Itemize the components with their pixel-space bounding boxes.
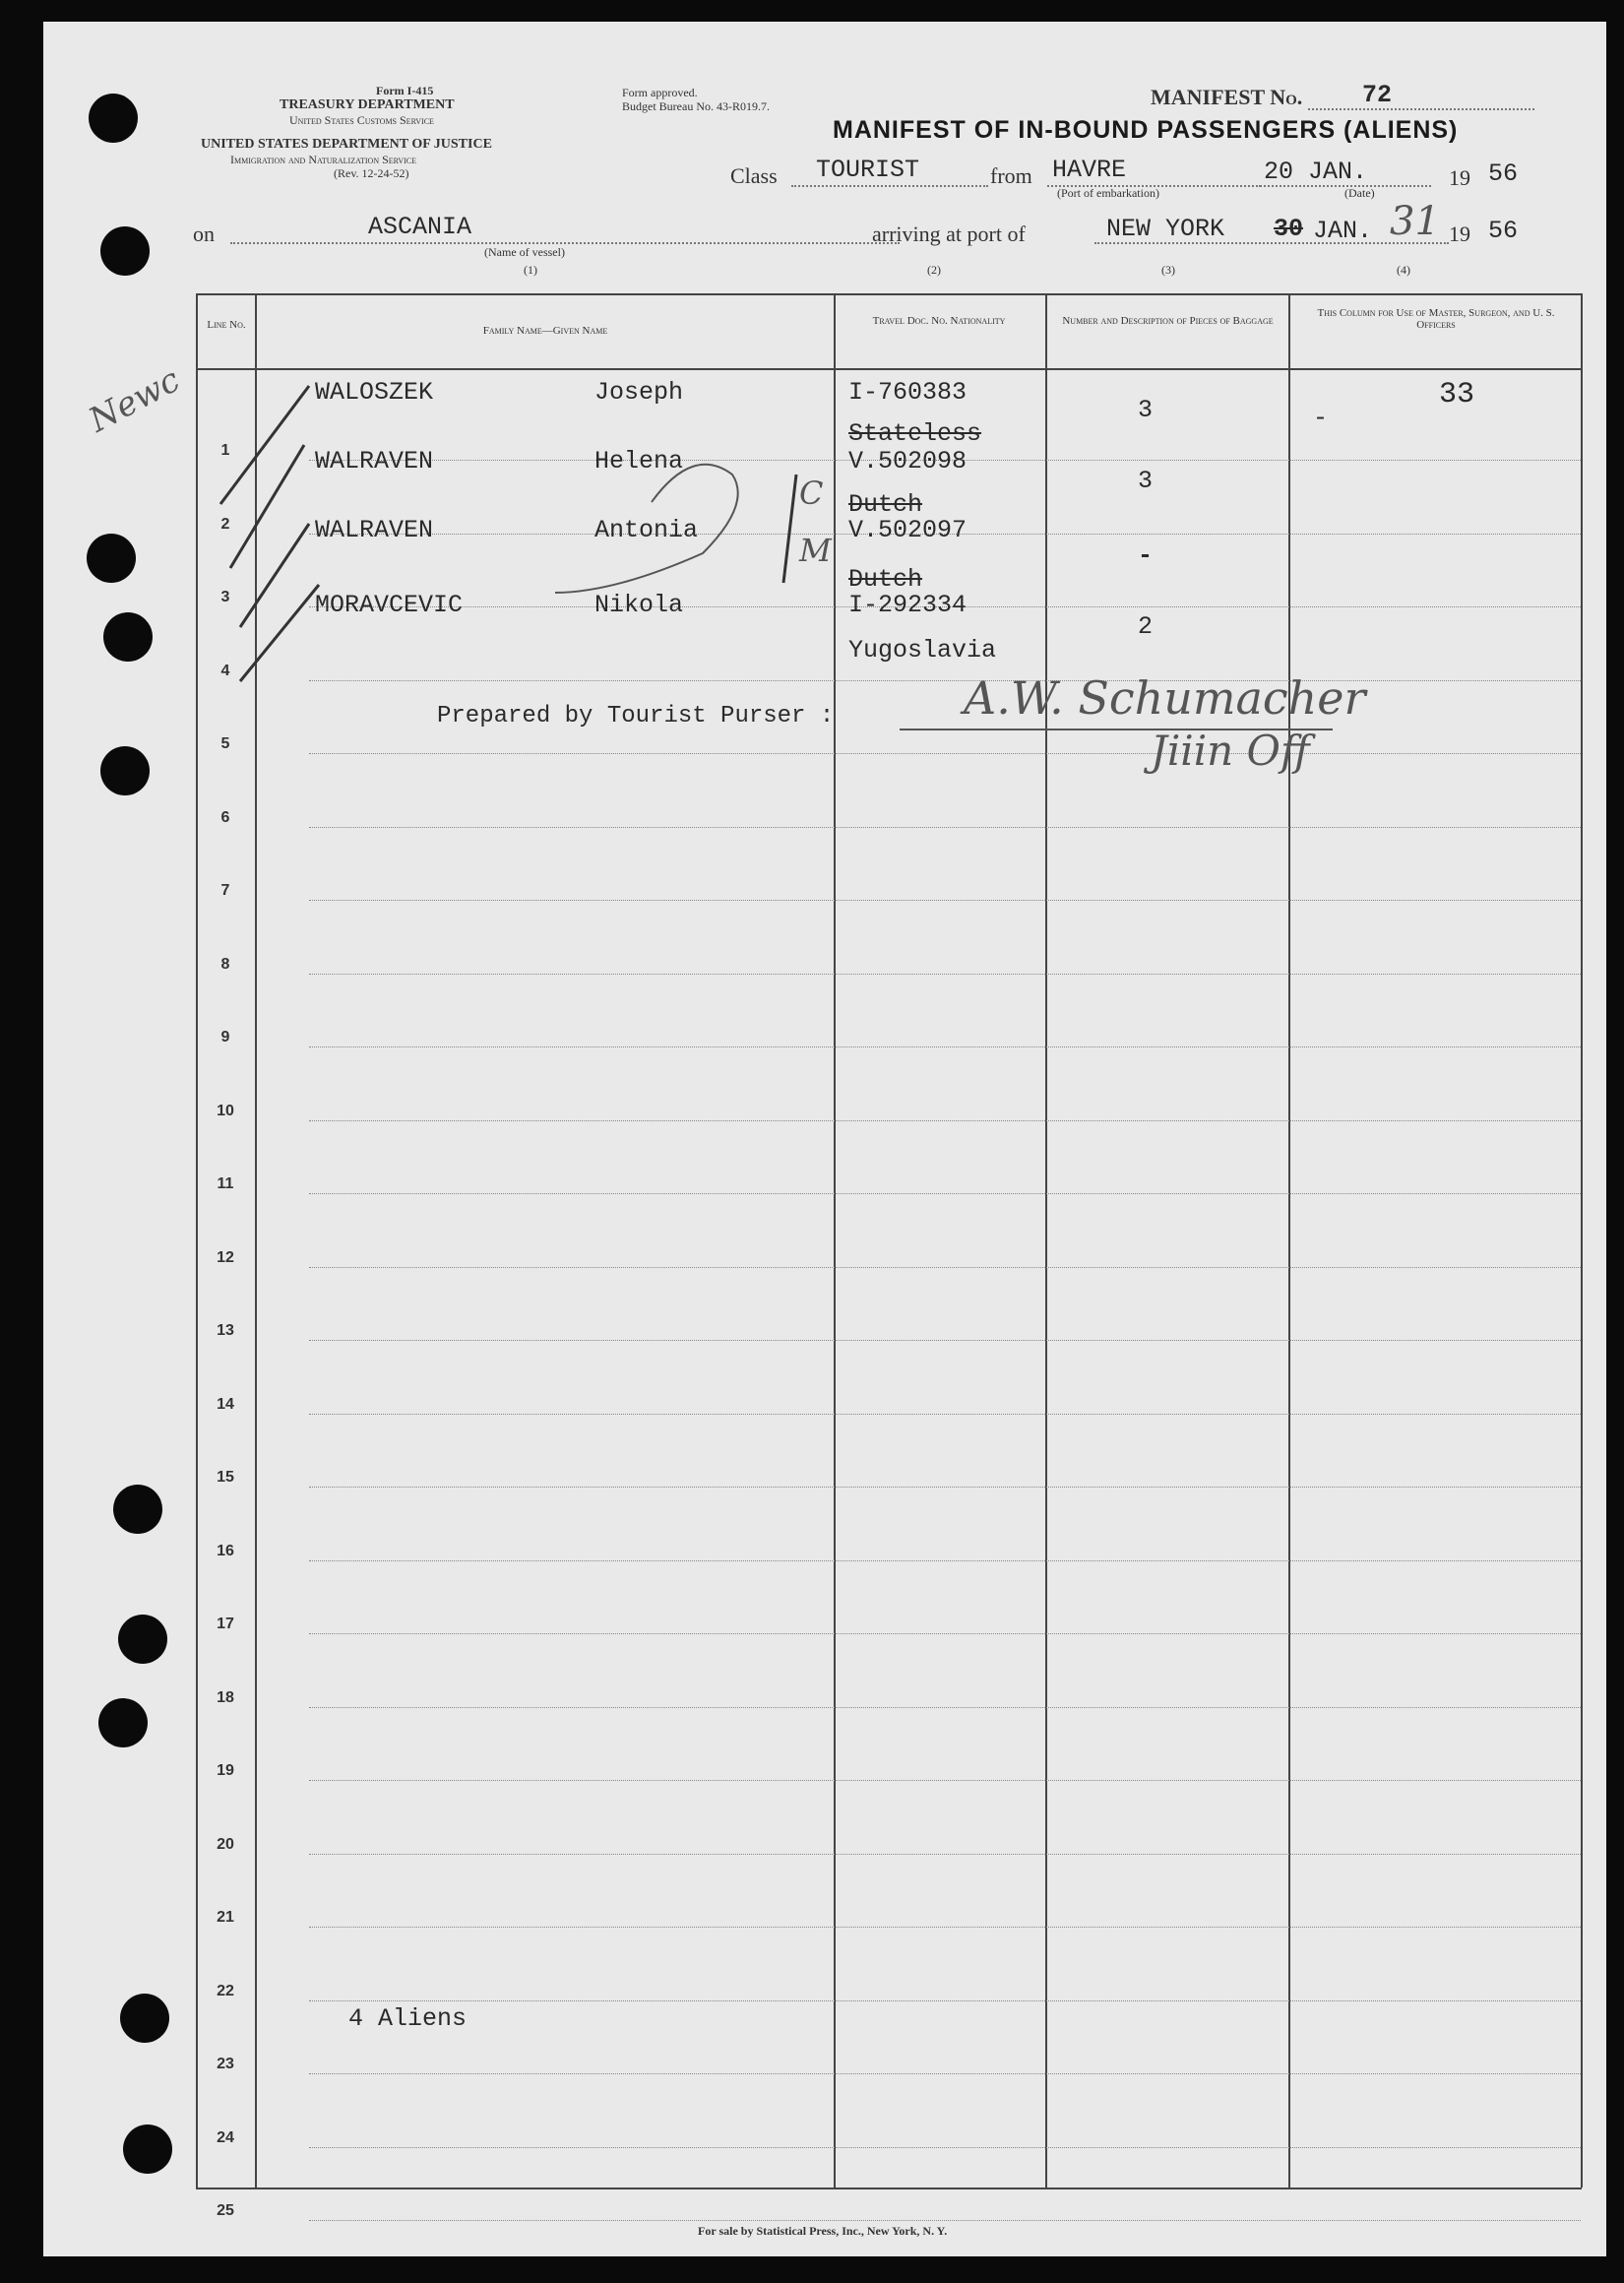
- port-caption: (Port of embarkation): [1057, 186, 1159, 200]
- row-separator: [309, 2000, 1581, 2001]
- punch-hole: [103, 612, 153, 662]
- given-name: Nikola: [594, 591, 684, 619]
- purser-signature: A.W. Schumacher: [964, 671, 1366, 725]
- vessel-line: [230, 242, 900, 244]
- nationality: Dutch: [848, 490, 923, 519]
- row-separator: [309, 1487, 1581, 1488]
- line-number: 16: [217, 1542, 234, 1559]
- row-separator: [309, 1193, 1581, 1194]
- date-caption: (Date): [1344, 186, 1375, 200]
- nationality: Dutch: [848, 565, 923, 594]
- row-separator: [309, 1927, 1581, 1928]
- footer-printer: For sale by Statistical Press, Inc., New York, N. Y.: [698, 2224, 948, 2238]
- line-number: 15: [217, 1469, 234, 1486]
- annotation-c: C: [799, 475, 824, 512]
- line-number: 9: [220, 1029, 230, 1046]
- punch-hole: [87, 534, 136, 583]
- travel-doc-number: V.502098: [848, 447, 968, 476]
- vessel-name: ASCANIA: [368, 213, 472, 241]
- row-separator: [309, 1854, 1581, 1855]
- from-value: HAVRE: [1052, 156, 1127, 184]
- line-number: 5: [220, 735, 230, 752]
- family-name: WALRAVEN: [315, 447, 434, 476]
- row-separator: [309, 1340, 1581, 1341]
- nationality: Yugoslavia: [848, 636, 997, 665]
- row-separator: [309, 2147, 1581, 2148]
- ref-1: (1): [524, 263, 537, 277]
- table-right-border: [1581, 293, 1583, 2188]
- doc-divider: [1045, 293, 1047, 2188]
- punch-hole: [100, 746, 150, 795]
- row-separator: [309, 1414, 1581, 1415]
- travel-doc-number: V.502097: [848, 516, 968, 544]
- revision: (Rev. 12-24-52): [334, 166, 409, 180]
- row-separator: [309, 1046, 1581, 1047]
- page-title: MANIFEST OF IN-BOUND PASSENGERS (ALIENS): [833, 116, 1459, 144]
- arrival-year-prefix: 19: [1449, 222, 1470, 246]
- arrival-port: NEW YORK: [1106, 215, 1225, 243]
- form-number: Form I-415: [376, 84, 434, 97]
- line-number: 2: [220, 515, 230, 533]
- col-header-baggage: Number and Description of Pieces of Baggage: [1062, 315, 1274, 327]
- on-label: on: [193, 222, 215, 246]
- line-number: 17: [217, 1616, 234, 1632]
- line-number: 4: [220, 662, 230, 679]
- manifest-page: [43, 22, 1606, 2256]
- given-name: Antonia: [594, 516, 699, 544]
- baggage-divider: [1288, 293, 1290, 2188]
- arrival-day-handwritten: 31: [1390, 199, 1440, 244]
- ins-service: Immigration and Naturalization Service: [230, 153, 417, 166]
- ref-3: (3): [1161, 263, 1175, 277]
- col-header-name: Family Name—Given Name: [482, 325, 608, 337]
- line-number: 25: [217, 2202, 234, 2219]
- manifest-number-line: [1308, 108, 1534, 110]
- row-separator: [309, 1560, 1581, 1561]
- arrival-day-struck: 30: [1274, 215, 1304, 243]
- row-separator: [309, 2220, 1581, 2221]
- row-separator: [309, 900, 1581, 901]
- treasury-department: TREASURY DEPARTMENT: [280, 97, 455, 112]
- baggage-count: -: [1138, 541, 1154, 570]
- line-number: 14: [217, 1395, 234, 1413]
- department-of-justice: UNITED STATES DEPARTMENT OF JUSTICE: [201, 137, 492, 152]
- class-line: [791, 185, 988, 187]
- family-name: WALRAVEN: [315, 516, 434, 544]
- row-separator: [309, 1120, 1581, 1121]
- line-number: 24: [217, 2128, 234, 2146]
- baggage-count: 3: [1138, 396, 1154, 424]
- baggage-count: 3: [1138, 467, 1154, 495]
- row-separator: [309, 974, 1581, 975]
- table-bottom-border: [196, 2188, 1582, 2189]
- vessel-caption: (Name of vessel): [484, 245, 565, 259]
- punch-hole: [123, 2124, 172, 2174]
- check-marks: [181, 356, 850, 691]
- officer-mark: 33: [1439, 378, 1475, 412]
- baggage-count: 2: [1138, 612, 1154, 641]
- row-separator: [309, 1267, 1581, 1268]
- year-suffix: 56: [1488, 159, 1519, 188]
- col-header-travel-doc: Travel Doc. No. Nationality: [872, 315, 1006, 327]
- line-number: 7: [220, 882, 230, 899]
- row-separator: [309, 1780, 1581, 1781]
- given-name: Helena: [594, 447, 684, 476]
- row-separator: [309, 827, 1581, 828]
- travel-doc-number: I-292334: [848, 591, 968, 619]
- line-number: 1: [220, 442, 230, 459]
- budget-bureau: Budget Bureau No. 43-R019.7.: [622, 99, 770, 113]
- row-separator: [309, 1633, 1581, 1634]
- nationality: Stateless: [848, 419, 982, 448]
- arrival-month: JAN.: [1313, 217, 1373, 245]
- row-separator: [309, 2073, 1581, 2074]
- from-label: from: [990, 163, 1032, 188]
- punch-hole: [100, 226, 150, 276]
- col-header-line-no: Line No.: [207, 319, 246, 331]
- line-number: 19: [217, 1762, 234, 1779]
- date-value: 20 JAN.: [1264, 158, 1368, 186]
- table-top-border: [196, 293, 1582, 295]
- arrival-line: [1094, 242, 1449, 244]
- form-approved: Form approved.: [622, 86, 698, 99]
- class-value: TOURIST: [816, 156, 920, 184]
- line-number: 22: [217, 1982, 234, 1999]
- line-number: 6: [220, 808, 230, 826]
- row-separator: [309, 1707, 1581, 1708]
- ref-4: (4): [1397, 263, 1410, 277]
- manifest-number: 72: [1362, 81, 1393, 109]
- line-number: 8: [220, 955, 230, 973]
- arrival-year-suffix: 56: [1488, 217, 1519, 245]
- line-number: 23: [217, 2056, 234, 2072]
- punch-hole: [120, 1994, 169, 2043]
- line-number: 12: [217, 1248, 234, 1266]
- line-number: 10: [217, 1102, 234, 1119]
- customs-service: United States Customs Service: [289, 113, 434, 127]
- prepared-by-label: Prepared by Tourist Purser :: [437, 703, 835, 729]
- manifest-number-label: MANIFEST No.: [1151, 85, 1303, 109]
- line-number: 18: [217, 1688, 234, 1706]
- line-number: 11: [217, 1175, 234, 1192]
- family-name: MORAVCEVIC: [315, 591, 464, 619]
- class-label: Class: [730, 163, 778, 188]
- travel-doc-number: I-760383: [848, 378, 968, 407]
- officer-signature: Jiiin Off: [1151, 727, 1310, 775]
- line-number: 21: [217, 1909, 234, 1926]
- total-aliens: 4 Aliens: [348, 2004, 468, 2033]
- family-name: WALOSZEK: [315, 378, 434, 407]
- punch-hole: [89, 94, 138, 143]
- officer-dash: -: [1313, 404, 1329, 432]
- margin-note: Newc: [83, 359, 187, 441]
- year-prefix: 19: [1449, 165, 1470, 190]
- line-number: 13: [217, 1322, 234, 1339]
- punch-hole: [98, 1698, 148, 1747]
- line-number: 20: [217, 1835, 234, 1853]
- ref-2: (2): [927, 263, 941, 277]
- punch-hole: [118, 1615, 167, 1664]
- line-number: 3: [220, 589, 230, 605]
- row-separator: [309, 753, 1581, 754]
- arriving-label: arriving at port of: [872, 222, 1026, 246]
- annotation-m: M: [799, 532, 832, 569]
- punch-hole: [113, 1485, 162, 1534]
- given-name: Joseph: [594, 378, 684, 407]
- col-header-officers: This Column for Use of Master, Surgeon, and U. S. Officers: [1317, 307, 1555, 331]
